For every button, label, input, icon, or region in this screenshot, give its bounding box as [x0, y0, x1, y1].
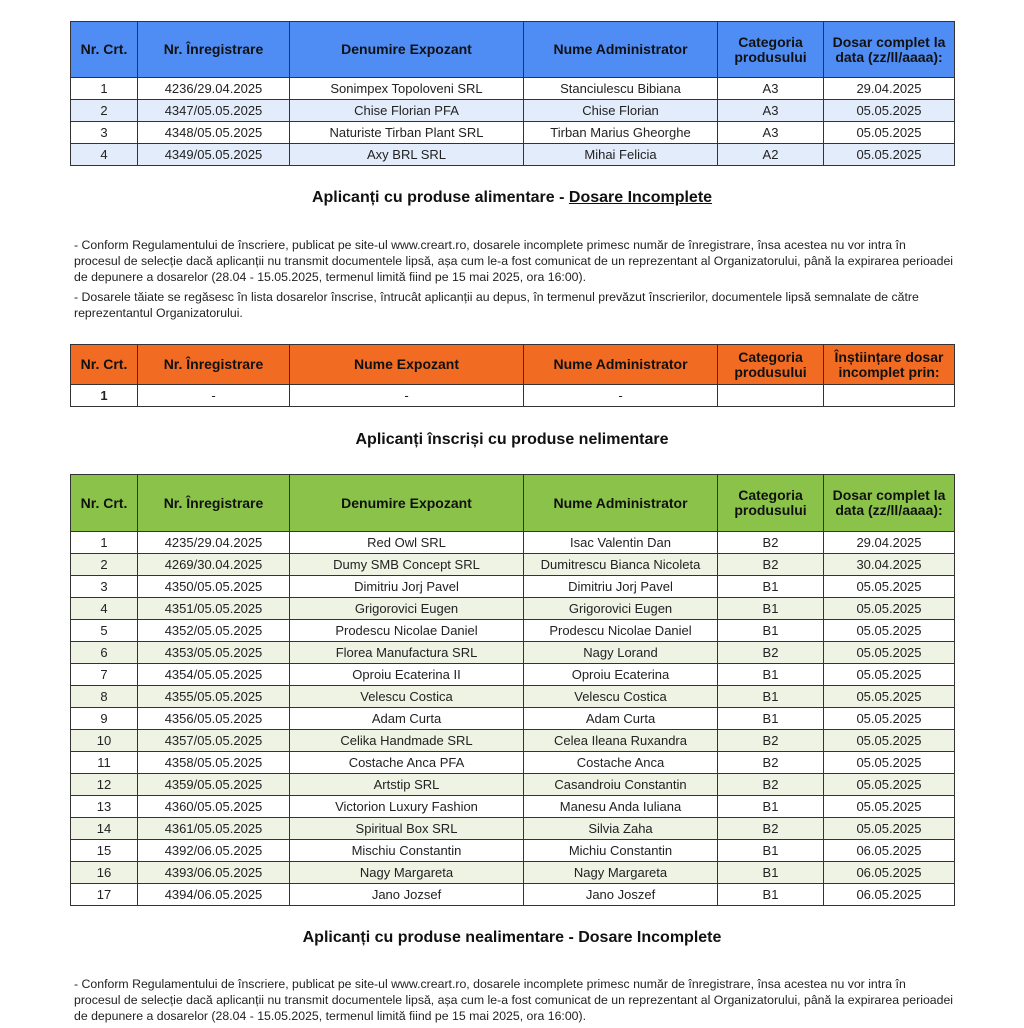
section-title-alimentare-incomplete: [70, 189, 954, 207]
cell-dosar-complet: 06.05.2025: [824, 862, 955, 884]
cell-nr-crt: 1: [71, 78, 138, 100]
cell-dosar-complet: 05.05.2025: [824, 752, 955, 774]
cell-nr-inregistrare: 4392/06.05.2025: [138, 840, 290, 862]
cell-categoria: B1: [718, 840, 824, 862]
cell-denumire-expozant: Oproiu Ecaterina II: [290, 664, 524, 686]
cell-denumire-expozant: Dimitriu Jorj Pavel: [290, 576, 524, 598]
table-row: [71, 642, 955, 664]
cell-nr-crt: 6: [71, 642, 138, 664]
cell-nume-administrator: Costache Anca: [524, 752, 718, 774]
cell-nume-administrator: Nagy Margareta: [524, 862, 718, 884]
cell-denumire-expozant: Dumy SMB Concept SRL: [290, 554, 524, 576]
col-header-nr-inregistrare: Nr. Înregistrare: [138, 345, 290, 385]
cell-categoria: B2: [718, 818, 824, 840]
col-header-dosar-complet: Dosar complet la data (zz/ll/aaaa):: [824, 475, 955, 532]
cell-dosar-complet: 06.05.2025: [824, 884, 955, 906]
cell-nr-crt: 14: [71, 818, 138, 840]
col-header-denumire-expozant: Denumire Expozant: [290, 22, 524, 78]
table-row: [71, 708, 955, 730]
table-row: [71, 576, 955, 598]
table-row: [71, 554, 955, 576]
cell-categoria: B2: [718, 642, 824, 664]
cell-categoria: A3: [718, 100, 824, 122]
cell-categoria: B2: [718, 532, 824, 554]
cell-nr-crt: 15: [71, 840, 138, 862]
cell-denumire-expozant: Jano Jozsef: [290, 884, 524, 906]
table-body: [71, 78, 955, 166]
cell-nume-administrator: Stanciulescu Bibiana: [524, 78, 718, 100]
cell-nr-crt: 7: [71, 664, 138, 686]
col-header-nr-crt: Nr. Crt.: [71, 345, 138, 385]
col-header-dosar-complet: Dosar complet la data (zz/ll/aaaa):: [824, 22, 955, 78]
cell-categoria: B2: [718, 554, 824, 576]
table-row: [71, 620, 955, 642]
table-row: [71, 598, 955, 620]
cell-nr-crt: 1: [71, 385, 138, 407]
col-header-denumire-expozant: Denumire Expozant: [290, 475, 524, 532]
cell-categoria: B1: [718, 598, 824, 620]
cell-categoria: B2: [718, 774, 824, 796]
cell-categoria: B2: [718, 752, 824, 774]
cell-nr-inregistrare: 4269/30.04.2025: [138, 554, 290, 576]
cell-denumire-expozant: Mischiu Constantin: [290, 840, 524, 862]
cell-denumire-expozant: Nagy Margareta: [290, 862, 524, 884]
cell-nr-crt: 4: [71, 144, 138, 166]
cell-nume-administrator: Dumitrescu Bianca Nicoleta: [524, 554, 718, 576]
cell-nr-inregistrare: 4359/05.05.2025: [138, 774, 290, 796]
cell-dosar-complet: 30.04.2025: [824, 554, 955, 576]
cell-dosar-complet: 06.05.2025: [824, 840, 955, 862]
cell-nr-crt: 13: [71, 796, 138, 818]
cell-dosar-complet: 05.05.2025: [824, 730, 955, 752]
cell-dosar-complet: 05.05.2025: [824, 796, 955, 818]
cell-denumire-expozant: Costache Anca PFA: [290, 752, 524, 774]
cell-denumire-expozant: Artstip SRL: [290, 774, 524, 796]
cell-nume-administrator: Dimitriu Jorj Pavel: [524, 576, 718, 598]
cell-dosar-complet: 05.05.2025: [824, 100, 955, 122]
notice-paragraph: - Dosarele tăiate se regăsesc în lista dosarelor înscrise, întrucât aplicanții au depus, în termenul prevăzut înscrierilor, documentele lipsă semnalate de către reprezentantul Organizatorului.: [74, 290, 919, 320]
table-header-row: [71, 475, 955, 532]
cell-instiintare: [824, 385, 955, 407]
section-title-nealimentare-incomplete: Aplicanți cu produse nealimentare - Dosare Incomplete: [302, 929, 722, 946]
cell-dosar-complet: 05.05.2025: [824, 708, 955, 730]
cell-nr-crt: 3: [71, 576, 138, 598]
cell-nr-inregistrare: 4356/05.05.2025: [138, 708, 290, 730]
table-row: [71, 686, 955, 708]
col-header-instiintare: Înștiințare dosar incomplet prin:: [824, 345, 955, 385]
col-header-categoria: Categoria produsului: [718, 22, 824, 78]
table-row: [71, 100, 955, 122]
cell-nr-inregistrare: 4394/06.05.2025: [138, 884, 290, 906]
cell-nr-inregistrare: 4358/05.05.2025: [138, 752, 290, 774]
table-header-row: [71, 22, 955, 78]
cell-nume-administrator: Grigorovici Eugen: [524, 598, 718, 620]
cell-dosar-complet: 05.05.2025: [824, 664, 955, 686]
section-title-nealimentare: Aplicanți înscriși cu produse nelimentare: [355, 431, 669, 448]
cell-categoria: B1: [718, 796, 824, 818]
table-row: [71, 730, 955, 752]
cell-nr-inregistrare: 4361/05.05.2025: [138, 818, 290, 840]
cell-nr-inregistrare: 4351/05.05.2025: [138, 598, 290, 620]
col-header-nume-administrator: Nume Administrator: [524, 475, 718, 532]
cell-nr-crt: 4: [71, 598, 138, 620]
cell-nr-crt: 17: [71, 884, 138, 906]
cell-dosar-complet: 29.04.2025: [824, 78, 955, 100]
cell-nr-crt: 8: [71, 686, 138, 708]
cell-categoria: B1: [718, 884, 824, 906]
cell-categoria: B1: [718, 862, 824, 884]
cell-nume-administrator: Chise Florian: [524, 100, 718, 122]
cell-nr-inregistrare: 4353/05.05.2025: [138, 642, 290, 664]
table-row: [71, 796, 955, 818]
col-header-nume-expozant: Nume Expozant: [290, 345, 524, 385]
cell-nr-crt: 16: [71, 862, 138, 884]
col-header-categoria: Categoria produsului: [718, 475, 824, 532]
cell-nr-crt: 3: [71, 122, 138, 144]
cell-nume-administrator: Michiu Constantin: [524, 840, 718, 862]
cell-dosar-complet: 05.05.2025: [824, 598, 955, 620]
cell-nume-administrator: Prodescu Nicolae Daniel: [524, 620, 718, 642]
cell-dosar-complet: 05.05.2025: [824, 818, 955, 840]
table-alimentare: [70, 21, 955, 166]
cell-nr-inregistrare: 4352/05.05.2025: [138, 620, 290, 642]
cell-denumire-expozant: Red Owl SRL: [290, 532, 524, 554]
cell-nume-administrator: Velescu Costica: [524, 686, 718, 708]
cell-nr-inregistrare: 4360/05.05.2025: [138, 796, 290, 818]
cell-nume-administrator: Isac Valentin Dan: [524, 532, 718, 554]
cell-categoria: B2: [718, 730, 824, 752]
table-row: [71, 862, 955, 884]
cell-categoria: B1: [718, 664, 824, 686]
cell-categoria: A2: [718, 144, 824, 166]
cell-dosar-complet: 05.05.2025: [824, 144, 955, 166]
cell-nume-administrator: Manesu Anda Iuliana: [524, 796, 718, 818]
cell-dosar-complet: 05.05.2025: [824, 576, 955, 598]
section-title-underlined: Dosare Incomplete: [568, 189, 713, 206]
table-row: [71, 385, 955, 407]
cell-categoria: A3: [718, 78, 824, 100]
cell-nume-administrator: Mihai Felicia: [524, 144, 718, 166]
table-alimentare-incomplete: [70, 344, 955, 407]
cell-nr-crt: 5: [71, 620, 138, 642]
cell-categoria: [718, 385, 824, 407]
cell-categoria: B1: [718, 620, 824, 642]
cell-categoria: B1: [718, 686, 824, 708]
cell-nr-inregistrare: 4348/05.05.2025: [138, 122, 290, 144]
table-row: [71, 818, 955, 840]
cell-denumire-expozant: Victorion Luxury Fashion: [290, 796, 524, 818]
notice-paragraph: - Conform Regulamentului de înscriere, publicat pe site-ul www.creart.ro, dosarele incomplete primesc număr de înregistrare, însa acestea nu vor intra în procesul de selecție dacă aplicanții nu transmit documentele lipsă, așa cum le-a fost comunicat de un reprezentant al Organizatorului, până la expirarea perioadei de depunere a dosarelor (28.04 - 15.05.2025, termenul limită fiind pe 15 mai 2025, ora 16:00).: [74, 977, 954, 1023]
cell-dosar-complet: 05.05.2025: [824, 642, 955, 664]
table-row: [71, 532, 955, 554]
cell-nr-inregistrare: 4347/05.05.2025: [138, 100, 290, 122]
col-header-categoria: Categoria produsului: [718, 345, 824, 385]
section-title-prefix: Aplicanți cu produse alimentare -: [311, 189, 569, 206]
cell-nr-crt: 2: [71, 554, 138, 576]
cell-nume-administrator: Tirban Marius Gheorghe: [524, 122, 718, 144]
cell-denumire-expozant: Celika Handmade SRL: [290, 730, 524, 752]
col-header-nr-inregistrare: Nr. Înregistrare: [138, 22, 290, 78]
cell-nr-inregistrare: 4235/29.04.2025: [138, 532, 290, 554]
table-row: [71, 122, 955, 144]
cell-nr-crt: 12: [71, 774, 138, 796]
cell-dosar-complet: 05.05.2025: [824, 620, 955, 642]
table-header-row: [71, 345, 955, 385]
cell-nr-inregistrare: 4236/29.04.2025: [138, 78, 290, 100]
col-header-nume-administrator: Nume Administrator: [524, 22, 718, 78]
cell-denumire-expozant: Chise Florian PFA: [290, 100, 524, 122]
cell-nume-administrator: Celea Ileana Ruxandra: [524, 730, 718, 752]
cell-dosar-complet: 05.05.2025: [824, 774, 955, 796]
cell-nr-inregistrare: 4355/05.05.2025: [138, 686, 290, 708]
cell-categoria: B1: [718, 708, 824, 730]
cell-nume-expozant: -: [290, 385, 524, 407]
cell-nr-inregistrare: 4354/05.05.2025: [138, 664, 290, 686]
cell-nume-administrator: Casandroiu Constantin: [524, 774, 718, 796]
cell-denumire-expozant: Sonimpex Topoloveni SRL: [290, 78, 524, 100]
cell-nr-crt: 9: [71, 708, 138, 730]
table-row: [71, 752, 955, 774]
cell-dosar-complet: 05.05.2025: [824, 122, 955, 144]
cell-nume-administrator: Nagy Lorand: [524, 642, 718, 664]
cell-nr-crt: 11: [71, 752, 138, 774]
cell-nr-inregistrare: -: [138, 385, 290, 407]
cell-nr-crt: 1: [71, 532, 138, 554]
cell-nume-administrator: Adam Curta: [524, 708, 718, 730]
cell-nume-administrator: Silvia Zaha: [524, 818, 718, 840]
cell-denumire-expozant: Grigorovici Eugen: [290, 598, 524, 620]
cell-nr-crt: 2: [71, 100, 138, 122]
col-header-nr-crt: Nr. Crt.: [71, 475, 138, 532]
cell-categoria: B1: [718, 576, 824, 598]
cell-nume-administrator: Oproiu Ecaterina: [524, 664, 718, 686]
cell-categoria: A3: [718, 122, 824, 144]
cell-denumire-expozant: Axy BRL SRL: [290, 144, 524, 166]
cell-nr-crt: 10: [71, 730, 138, 752]
cell-denumire-expozant: Velescu Costica: [290, 686, 524, 708]
notice-nealimentare: [74, 976, 954, 1028]
table-body: [71, 385, 955, 407]
cell-denumire-expozant: Prodescu Nicolae Daniel: [290, 620, 524, 642]
notice-alimentare: [74, 237, 954, 325]
cell-nr-inregistrare: 4350/05.05.2025: [138, 576, 290, 598]
table-row: [71, 774, 955, 796]
cell-denumire-expozant: Florea Manufactura SRL: [290, 642, 524, 664]
cell-denumire-expozant: Naturiste Tirban Plant SRL: [290, 122, 524, 144]
table-nealimentare: [70, 474, 955, 906]
cell-nume-administrator: -: [524, 385, 718, 407]
col-header-nume-administrator: Nume Administrator: [524, 345, 718, 385]
table-row: [71, 840, 955, 862]
cell-nr-inregistrare: 4357/05.05.2025: [138, 730, 290, 752]
table-row: [71, 78, 955, 100]
col-header-nr-crt: Nr. Crt.: [71, 22, 138, 78]
cell-nume-administrator: Jano Joszef: [524, 884, 718, 906]
cell-dosar-complet: 05.05.2025: [824, 686, 955, 708]
col-header-nr-inregistrare: Nr. Înregistrare: [138, 475, 290, 532]
notice-paragraph: - Conform Regulamentului de înscriere, publicat pe site-ul www.creart.ro, dosarele incomplete primesc număr de înregistrare, însa acestea nu vor intra în procesul de selecție dacă aplicanții nu transmit documentele lipsă, așa cum le-a fost comunicat de un reprezentant al Organizatorului, până la expirarea perioadei de depunere a dosarelor (28.04 - 15.05.2025, termenul limită fiind pe 15 mai 2025, ora 16:00).: [74, 238, 954, 284]
cell-nr-inregistrare: 4393/06.05.2025: [138, 862, 290, 884]
cell-denumire-expozant: Adam Curta: [290, 708, 524, 730]
table-row: [71, 664, 955, 686]
cell-dosar-complet: 29.04.2025: [824, 532, 955, 554]
table-row: [71, 884, 955, 906]
cell-denumire-expozant: Spiritual Box SRL: [290, 818, 524, 840]
table-body: [71, 532, 955, 906]
table-row: [71, 144, 955, 166]
cell-nr-inregistrare: 4349/05.05.2025: [138, 144, 290, 166]
